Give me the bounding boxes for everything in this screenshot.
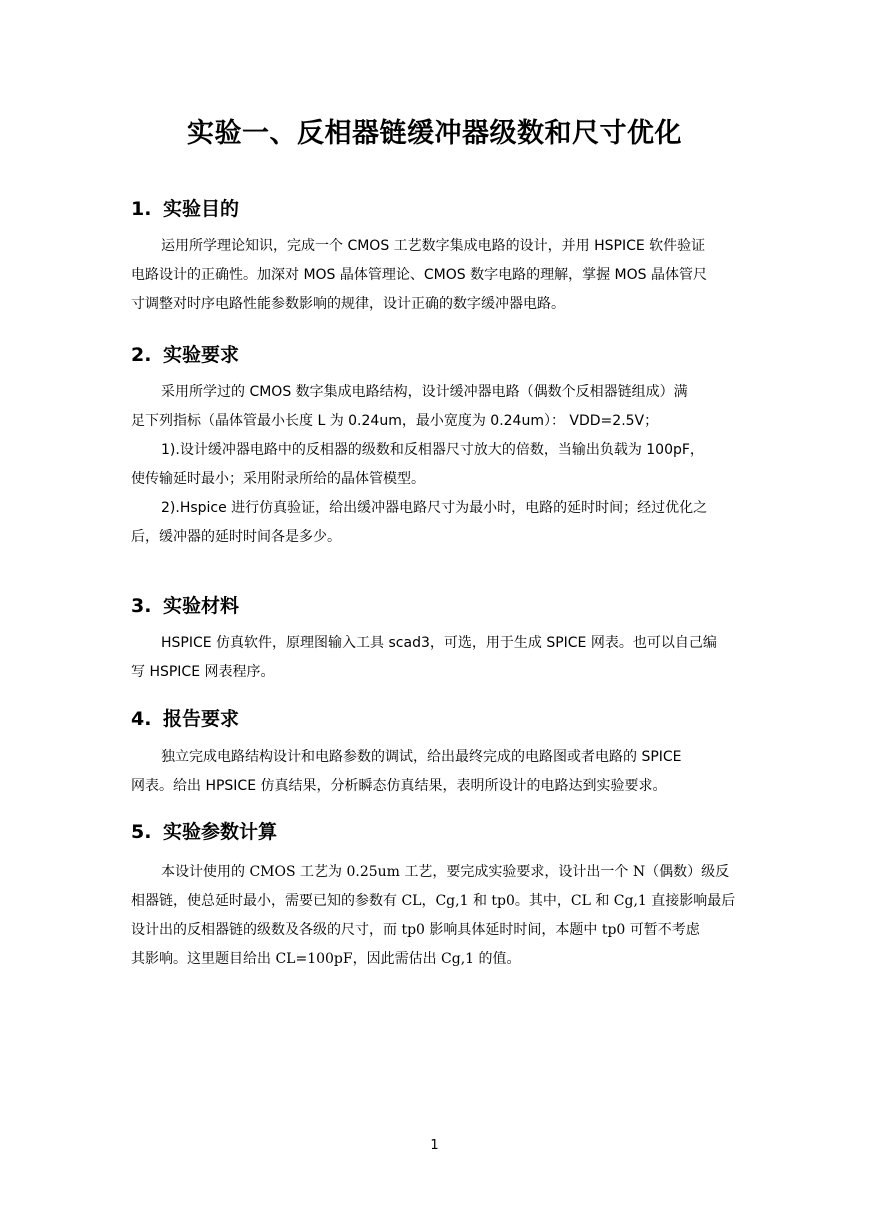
section-body-1 (131, 232, 738, 319)
paragraph-line: 设计出的反相器链的级数及各级的尺寸，而 tp0 影响具体延时时间，本题中 tp0 可暂不考虑 (131, 922, 700, 938)
section-title: 报告要求 (163, 708, 240, 730)
paragraph-line: 足下列指标（晶体管最小长度 L 为 0.24um，最小宽度为 0.24um）： VDD=2.5V； (131, 413, 659, 429)
section-body-3 (131, 629, 738, 687)
section-title: 实验要求 (163, 344, 240, 366)
paragraph-line: 寸调整对时序电路性能参数影响的规律，设计正确的数字缓冲器电路。 (131, 296, 565, 312)
section-heading-3 (131, 592, 239, 620)
paragraph-line: HSPICE 仿真软件，原理图输入工具 scad3，可选，用于生成 SPICE 网表。也可以自己编 (161, 635, 717, 651)
section-title: 实验材料 (163, 595, 240, 617)
section-title: 实验参数计算 (163, 821, 278, 843)
paragraph-line: 使传输延时最小；采用附录所给的晶体管模型。 (131, 471, 425, 487)
section-number: 1. (131, 198, 152, 220)
paragraph-line: 采用所学过的 CMOS 数字集成电路结构，设计缓冲器电路（偶数个反相器链组成）满 (161, 384, 688, 400)
paragraph-line: 其影响。这里题目给出 CL=100pF，因此需估出 Cg,1 的值。 (131, 951, 521, 967)
page-number: 1 (430, 1138, 439, 1153)
section-heading-4 (131, 705, 239, 733)
paragraph-line: 相器链，使总延时最小，需要已知的参数有 CL，Cg,1 和 tp0。其中，CL 和 Cg,1 直接影响最后 (131, 893, 736, 909)
paragraph-line: 写 HSPICE 网表程序。 (131, 664, 275, 680)
paragraph-line: 2).Hspice 进行仿真验证，给出缓冲器电路尺寸为最小时，电路的延时时间；经过优化之 (161, 500, 708, 516)
paragraph-line: 1).设计缓冲器电路中的反相器的级数和反相器尺寸放大的倍数，当输出负载为 100pF， (161, 442, 704, 458)
document-title: 实验一、反相器链缓冲器级数和尺寸优化 (187, 118, 682, 149)
section-body-5 (131, 858, 738, 974)
section-body-4 (131, 743, 738, 801)
paragraph-line: 本设计使用的 CMOS 工艺为 0.25um 工艺，要完成实验要求，设计出一个 N（偶数）级反 (161, 864, 730, 880)
section-body-2 (131, 378, 738, 552)
section-number: 4. (131, 708, 152, 730)
section-heading-1 (131, 195, 239, 223)
paragraph-line: 后，缓冲器的延时时间各是多少。 (131, 529, 341, 545)
section-heading-5 (131, 818, 277, 846)
paragraph-line: 运用所学理论知识，完成一个 CMOS 工艺数字集成电路的设计，并用 HSPICE 软件验证 (161, 238, 706, 254)
section-number: 3. (131, 595, 152, 617)
paragraph-line: 网表。给出 HPSICE 仿真结果，分析瞬态仿真结果，表明所设计的电路达到实验要求。 (131, 778, 667, 794)
section-number: 2. (131, 344, 152, 366)
section-heading-2 (131, 341, 239, 369)
section-title: 实验目的 (163, 198, 240, 220)
paragraph-line: 独立完成电路结构设计和电路参数的调试，给出最终完成的电路图或者电路的 SPICE (161, 749, 682, 765)
paragraph-line: 电路设计的正确性。加深对 MOS 晶体管理论、CMOS 数字电路的理解，掌握 MOS 晶体管尺 (131, 267, 707, 283)
section-number: 5. (131, 821, 152, 843)
